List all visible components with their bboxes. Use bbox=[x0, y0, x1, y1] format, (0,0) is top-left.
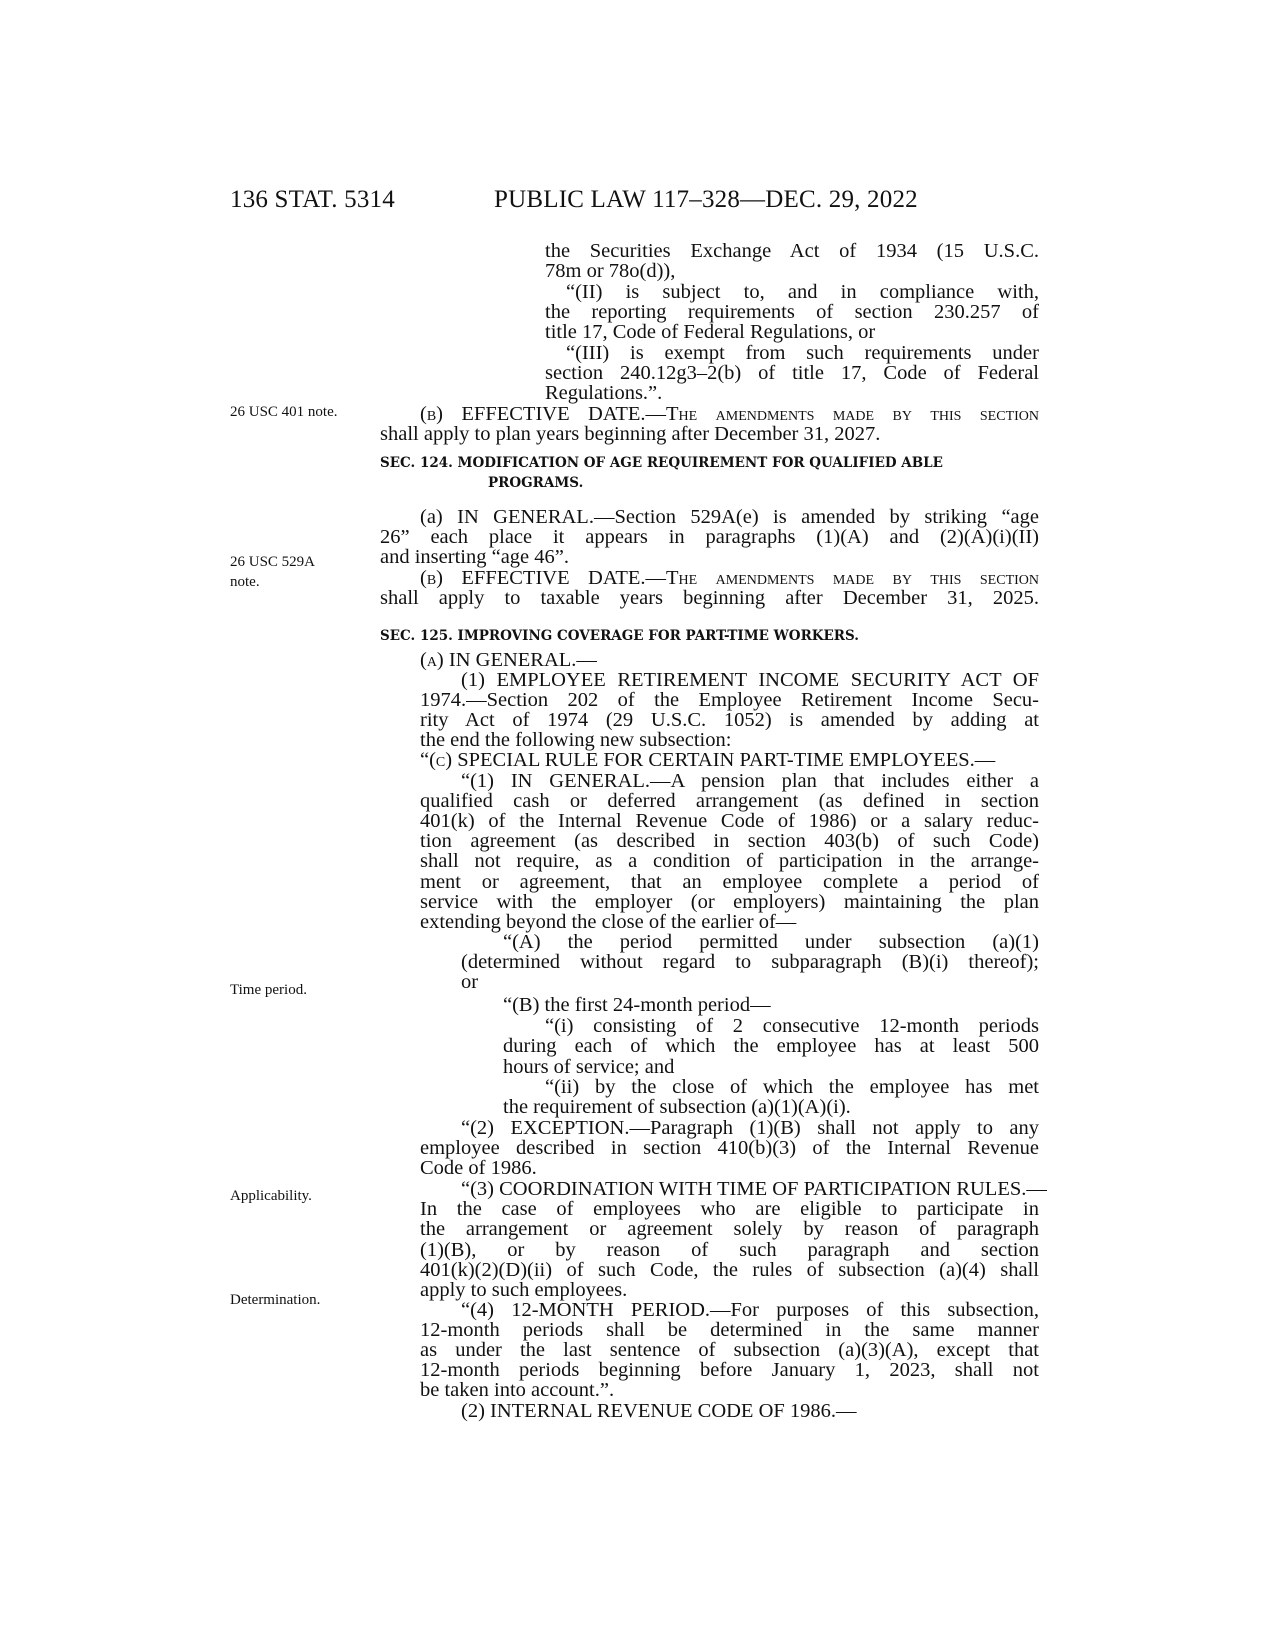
text-line: “(B) the first 24-month period— bbox=[503, 994, 771, 1016]
public-law-citation: PUBLIC LAW 117–328—DEC. 29, 2022 bbox=[494, 186, 918, 213]
text-line: rity Act of 1974 (29 U.S.C. 1052) is amended by adding at bbox=[420, 709, 1039, 731]
section-heading: SEC. 125. IMPROVING COVERAGE FOR PART-TIME WORKERS. bbox=[380, 628, 859, 644]
section-heading: SEC. 124. MODIFICATION OF AGE REQUIREMENT FOR QUALIFIED ABLE bbox=[380, 455, 943, 471]
text-line: be taken into account.”. bbox=[420, 1379, 615, 1401]
text-line: (1)(B), or by reason of such paragraph and section bbox=[420, 1239, 1039, 1261]
text-line: 12-month periods beginning before January 1, 2023, shall not bbox=[420, 1359, 1039, 1381]
text-line: (a) IN GENERAL.—Section 529A(e) is amended by striking “age bbox=[420, 506, 1039, 528]
text-line: extending beyond the close of the earlier of— bbox=[420, 911, 797, 933]
text-line: ment or agreement, that an employee complete a period of bbox=[420, 871, 1039, 893]
margin-note: 26 USC 401 note. bbox=[230, 404, 338, 420]
text-line: or bbox=[461, 971, 479, 993]
text-line: the requirement of subsection (a)(1)(A)(i). bbox=[503, 1096, 851, 1118]
text-line: the end the following new subsection: bbox=[420, 729, 732, 751]
section-heading: PROGRAMS. bbox=[488, 475, 584, 491]
text-line: (a) IN GENERAL.— bbox=[420, 649, 597, 671]
text-line: “(ii) by the close of which the employee has met bbox=[545, 1076, 1039, 1098]
text-line: tion agreement (as described in section 403(b) of such Code) bbox=[420, 830, 1039, 852]
margin-note: 26 USC 529A bbox=[230, 554, 316, 570]
stat-page-number: 136 STAT. 5314 bbox=[230, 186, 395, 213]
text-line: 401(k)(2)(D)(ii) of such Code, the rules of subsection (a)(4) shall bbox=[420, 1259, 1039, 1281]
text-line: “(III) is exempt from such requirements under bbox=[566, 342, 1039, 364]
text-line: In the case of employees who are eligible to participate in bbox=[420, 1198, 1039, 1220]
text-line: Regulations.”. bbox=[545, 382, 663, 404]
text-line: “(A) the period permitted under subsection (a)(1) bbox=[503, 931, 1039, 953]
text-line: 1974.—Section 202 of the Employee Retirement Income Secu- bbox=[420, 689, 1039, 711]
text-line: apply to such employees. bbox=[420, 1279, 628, 1301]
text-line: the reporting requirements of section 230.257 of bbox=[545, 301, 1039, 323]
text-line: “(4) 12-MONTH PERIOD.—For purposes of this subsection, bbox=[461, 1299, 1039, 1321]
text-line: (b) EFFECTIVE DATE.—The amendments made by this section bbox=[420, 403, 1039, 425]
text-line: (b) EFFECTIVE DATE.—The amendments made by this section bbox=[420, 567, 1039, 589]
text-line: 12-month periods shall be determined in the same manner bbox=[420, 1319, 1039, 1341]
margin-note: note. bbox=[230, 574, 260, 590]
text-line: shall not require, as a condition of participation in the arrange- bbox=[420, 850, 1039, 872]
text-line: Code of 1986. bbox=[420, 1157, 537, 1179]
text-line: hours of service; and bbox=[503, 1056, 675, 1078]
margin-note: Applicability. bbox=[230, 1188, 312, 1204]
text-line: (2) INTERNAL REVENUE CODE OF 1986.— bbox=[461, 1400, 857, 1422]
text-line: the arrangement or agreement solely by reason of paragraph bbox=[420, 1218, 1039, 1240]
text-line: section 240.12g3–2(b) of title 17, Code of Federal bbox=[545, 362, 1039, 384]
text-line: the Securities Exchange Act of 1934 (15 U.S.C. bbox=[545, 240, 1039, 262]
text-line: “(i) consisting of 2 consecutive 12-month periods bbox=[545, 1015, 1039, 1037]
text-line: as under the last sentence of subsection (a)(3)(A), except that bbox=[420, 1339, 1039, 1361]
text-line: “(2) EXCEPTION.—Paragraph (1)(B) shall not apply to any bbox=[461, 1117, 1039, 1139]
text-line: 401(k) of the Internal Revenue Code of 1986) or a salary reduc- bbox=[420, 810, 1039, 832]
text-line: 26” each place it appears in paragraphs (1)(A) and (2)(A)(i)(II) bbox=[380, 526, 1039, 548]
text-line: service with the employer (or employers) maintaining the plan bbox=[420, 891, 1039, 913]
text-line: “(c) SPECIAL RULE FOR CERTAIN PART-TIME EMPLOYEES.— bbox=[420, 749, 996, 771]
text-line: employee described in section 410(b)(3) of the Internal Revenue bbox=[420, 1137, 1039, 1159]
text-line: 78m or 78o(d)), bbox=[545, 260, 676, 282]
text-line: title 17, Code of Federal Regulations, or bbox=[545, 321, 876, 343]
text-line: shall apply to plan years beginning after December 31, 2027. bbox=[380, 423, 881, 445]
margin-note: Time period. bbox=[230, 982, 307, 998]
margin-note: Determination. bbox=[230, 1292, 321, 1308]
text-line: “(II) is subject to, and in compliance with, bbox=[566, 281, 1039, 303]
text-line: (1) EMPLOYEE RETIREMENT INCOME SECURITY ACT OF bbox=[461, 669, 1039, 691]
text-line: (determined without regard to subparagraph (B)(i) thereof); bbox=[461, 951, 1039, 973]
text-line: shall apply to taxable years beginning after December 31, 2025. bbox=[380, 587, 1039, 609]
text-line: and inserting “age 46”. bbox=[380, 546, 569, 568]
text-line: qualified cash or deferred arrangement (as defined in section bbox=[420, 790, 1039, 812]
text-line: “(1) IN GENERAL.—A pension plan that includes either a bbox=[461, 770, 1039, 792]
text-line: “(3) COORDINATION WITH TIME OF PARTICIPATION RULES.— bbox=[461, 1178, 1047, 1200]
text-line: during each of which the employee has at least 500 bbox=[503, 1035, 1039, 1057]
